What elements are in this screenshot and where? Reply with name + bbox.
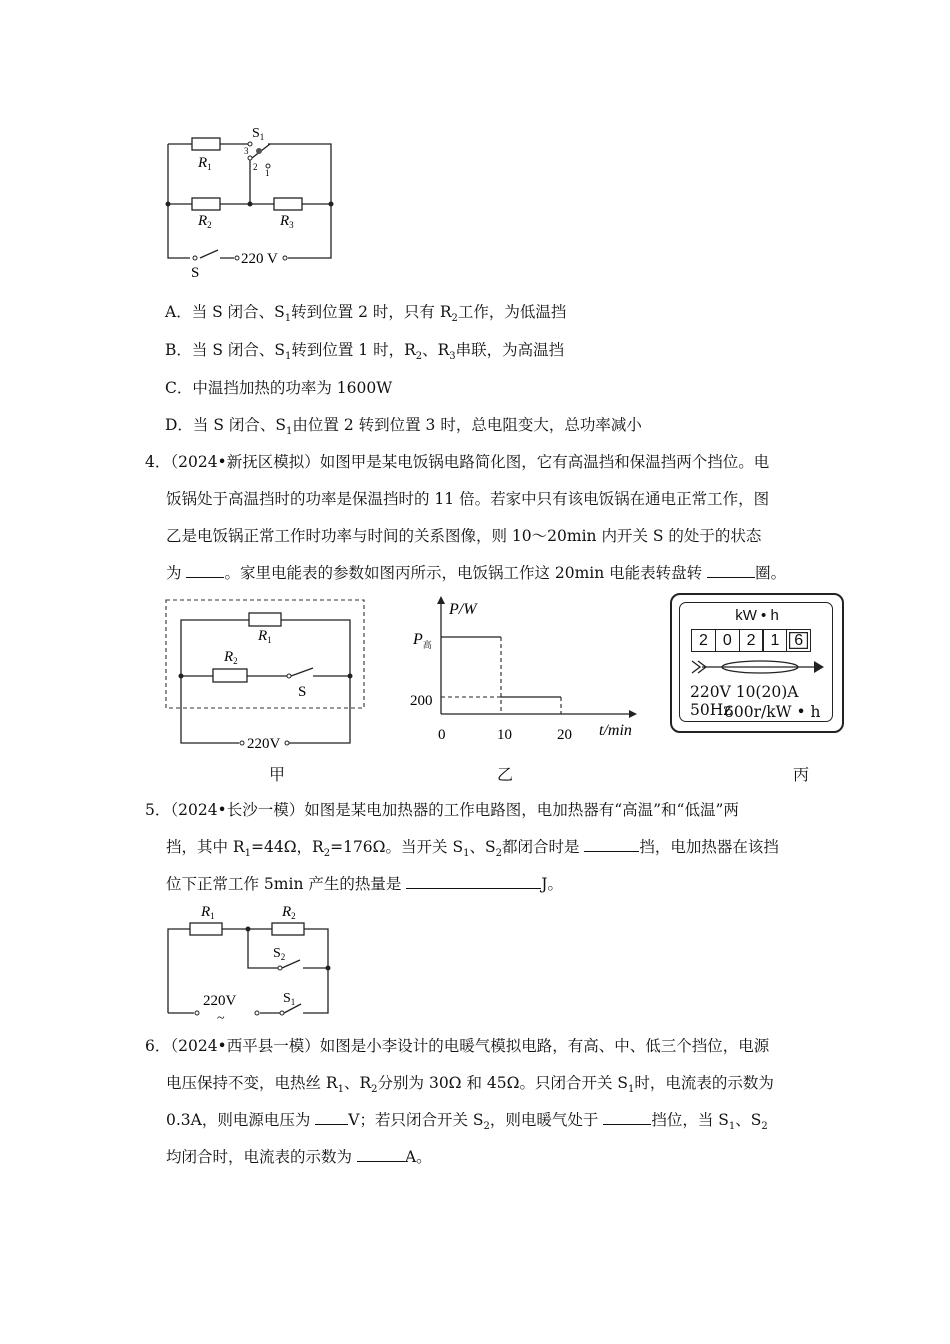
q5-line-3: 位下正常工作 5min 产生的热量是 J。 [166,875,563,893]
q4-line-3: 乙是电饭锅正常工作时功率与时间的关系图像，则 10～20min 内开关 S 的处于的状态 [166,527,762,545]
answer-blank[interactable] [357,1147,405,1162]
answer-blank[interactable] [603,1110,651,1125]
voltage-label: 220V [203,993,237,1009]
meter-spec-1: 220V 10(20)A 50Hz [690,683,799,719]
circuit-figure-jia [163,598,368,750]
caption-yi: 乙 [497,765,514,784]
q6-line-4: 均闭合时，电流表的示数为 A。 [166,1148,432,1166]
r1-label: $R_1$ [198,155,212,172]
pos3-label: 3 [244,146,249,156]
meter-digit: 1 [762,629,787,652]
switch-s-label: S [298,684,307,700]
s1-label: $S_1$ [252,126,265,142]
pos2-label: 2 [253,162,258,172]
circuit-figure-q5 [160,898,340,1020]
q4-line-2: 饭锅处于高温挡时的功率是保温挡时的 11 倍。若家中只有该电饭锅在通电正常工作，图 [166,490,770,508]
s1-label: $S_1$ [283,991,296,1007]
y-tick-200: 200 [410,693,433,709]
x-tick-0: 0 [438,727,446,743]
voltage-label: 220V [247,736,281,750]
x-axis-label: t/min [599,722,632,739]
meter-digit: 2 [739,629,764,652]
rotation-arrow-icon [690,658,830,676]
q5-line-1: 5．（2024•长沙一模）如图是某电加热器的工作电路图，电加热器有“高温”和“低温”两 [145,801,739,819]
answer-blank[interactable] [315,1110,348,1125]
meter-unit: kW • h [735,607,779,624]
answer-blank[interactable] [707,563,755,578]
switch-s-label: S [191,265,200,281]
ac-symbol: ~ [217,1011,225,1020]
q5-line-2: 挡，其中 $R_1=44\Omega$，$R_2=176\Omega$。当开关 $S_1$、$S_2$都闭合时是 挡，电加热器在该挡 [166,838,779,860]
pos1-label: 1 [265,168,270,178]
q4-line-4: 为 。家里电能表的参数如图丙所示，电饭锅工作这 20min 电能表转盘转 圈。 [166,564,787,582]
q6-line-3: 0.3A，则电源电压为 V；若只闭合开关 $S_2$，则电暖气处于 挡位，当 $S_1$、$S_2$ [166,1111,768,1133]
meter-digit-last: 6 [786,629,811,652]
energy-meter [670,593,844,733]
q6-line-2: 电压保持不变，电热丝 $R_1$、$R_2$分别为 30Ω 和 45Ω。只闭合开关 $S_1$时，电流表的示数为 [166,1074,774,1096]
power-time-chart [405,592,645,744]
x-tick-20: 20 [557,727,572,743]
meter-digit: 2 [691,629,716,652]
q4-line-1: 4．（2024•新抚区模拟）如图甲是某电饭锅电路简化图，它有高温挡和保温挡两个挡位。电 [145,453,770,471]
voltage-label: 220 V [241,251,278,267]
caption-jia: 甲 [269,765,286,784]
r3-label: $R_3$ [280,213,294,230]
s2-label: $S_2$ [273,946,286,962]
r1-label: $R_1$ [201,904,215,921]
caption-bing: 丙 [793,765,810,784]
circuit-figure-1 [160,120,340,285]
y-tick-high: $P_高$ [413,631,432,650]
meter-spec-2: 600r/kW • h [724,703,821,721]
r2-label: $R_2$ [224,649,238,666]
r2-label: $R_2$ [198,213,212,230]
answer-blank[interactable] [406,874,541,889]
q3-option-c: C．中温挡加热的功率为 1600W [165,379,393,397]
meter-digits [691,629,810,652]
answer-blank[interactable] [584,837,639,852]
x-tick-10: 10 [497,727,512,743]
answer-blank[interactable] [186,563,224,578]
q6-line-1: 6．（2024•西平县一模）如图是小李设计的电暖气模拟电路，有高、中、低三个挡位，电源 [145,1037,770,1055]
q3-option-d: D．当 S 闭合、$S_1$由位置 2 转到位置 3 时，总电阻变大，总功率减小 [165,416,642,438]
r2-label: $R_2$ [282,904,296,921]
q3-option-a: A．当 S 闭合、$S_1$转到位置 2 时，只有 $R_2$工作，为低温挡 [165,303,567,325]
r1-label: $R_1$ [258,628,272,645]
q3-option-b: B．当 S 闭合、$S_1$转到位置 1 时，$R_2$、$R_3$串联，为高温挡 [165,341,565,363]
meter-digit: 0 [715,629,740,652]
y-axis-label: P/W [449,601,477,618]
